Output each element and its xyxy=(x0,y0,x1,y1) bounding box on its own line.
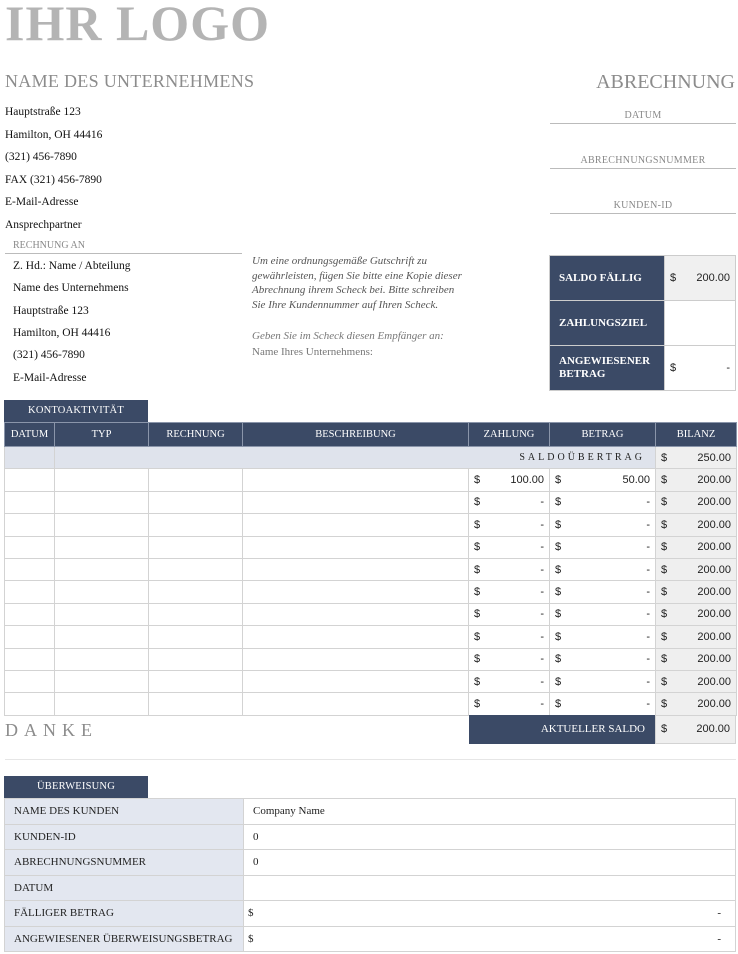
empty-cell[interactable] xyxy=(243,536,469,558)
col-beschreibung: BESCHREIBUNG xyxy=(243,423,469,447)
remittance-value[interactable]: $ - xyxy=(244,926,736,952)
payment-cell[interactable]: $ - xyxy=(469,648,550,670)
amount-cell[interactable]: $ - xyxy=(550,693,656,715)
empty-cell[interactable] xyxy=(5,603,55,625)
empty-cell[interactable] xyxy=(243,648,469,670)
address-city: Hamilton, OH 44416 xyxy=(5,129,103,141)
balance-cell[interactable]: $ 200.00 xyxy=(656,491,737,513)
current-balance-value: $ 200.00 xyxy=(655,715,736,744)
amount-cell[interactable]: $ - xyxy=(550,670,656,692)
empty-cell[interactable] xyxy=(5,670,55,692)
payment-cell[interactable]: $ - xyxy=(469,558,550,580)
empty-cell[interactable] xyxy=(5,469,55,491)
amount-cell[interactable]: $ - xyxy=(550,626,656,648)
remittance-label: ABRECHNUNGSNUMMER xyxy=(5,850,244,876)
remittance-value[interactable]: Company Name xyxy=(244,799,736,825)
balance-cell[interactable]: $ 200.00 xyxy=(656,603,737,625)
amount-remitted-label: ANGEWIESENER BETRAG xyxy=(550,346,665,391)
bill-to-email: E-Mail-Adresse xyxy=(13,372,87,384)
empty-cell[interactable] xyxy=(149,603,243,625)
empty-cell[interactable] xyxy=(5,514,55,536)
empty-cell[interactable] xyxy=(149,626,243,648)
empty-cell[interactable] xyxy=(149,558,243,580)
remittance-label: ANGEWIESENER ÜBERWEISUNGSBETRAG xyxy=(5,926,244,952)
empty-cell[interactable] xyxy=(149,693,243,715)
account-activity-tab: KONTOAKTIVITÄT xyxy=(4,400,148,422)
remittance-label: KUNDEN-ID xyxy=(5,824,244,850)
col-typ: TYP xyxy=(55,423,149,447)
col-datum: DATUM xyxy=(5,423,55,447)
balance-cell[interactable]: $ 200.00 xyxy=(656,581,737,603)
col-betrag: BETRAG xyxy=(550,423,656,447)
bill-to-city: Hamilton, OH 44416 xyxy=(13,327,111,339)
balance-cell[interactable]: $ 200.00 xyxy=(656,693,737,715)
empty-cell[interactable] xyxy=(5,558,55,580)
balance-due-value: $ 200.00 xyxy=(665,256,736,301)
empty-cell[interactable] xyxy=(55,626,149,648)
payment-terms-label: ZAHLUNGSZIEL xyxy=(550,301,665,346)
empty-cell[interactable] xyxy=(243,670,469,692)
empty-cell[interactable] xyxy=(243,491,469,513)
remittance-table xyxy=(4,798,736,952)
amount-cell[interactable]: $ - xyxy=(550,558,656,580)
remittance-row xyxy=(5,901,736,927)
bill-to-phone: (321) 456-7890 xyxy=(13,349,85,361)
balance-cell[interactable]: $ 200.00 xyxy=(656,469,737,491)
empty-cell[interactable] xyxy=(55,558,149,580)
col-zahlung: ZAHLUNG xyxy=(469,423,550,447)
empty-cell[interactable] xyxy=(149,536,243,558)
address-street: Hauptstraße 123 xyxy=(5,106,81,118)
empty-cell[interactable] xyxy=(55,693,149,715)
empty-cell[interactable] xyxy=(149,491,243,513)
empty-cell[interactable] xyxy=(149,648,243,670)
current-balance-label: AKTUELLER SALDO xyxy=(469,715,655,744)
empty-cell[interactable] xyxy=(5,581,55,603)
remittance-label: FÄLLIGER BETRAG xyxy=(5,901,244,927)
empty-cell[interactable] xyxy=(149,514,243,536)
empty-cell[interactable] xyxy=(5,491,55,513)
activity-header-row xyxy=(5,423,737,447)
empty-cell[interactable] xyxy=(149,670,243,692)
empty-cell[interactable] xyxy=(243,514,469,536)
table-row xyxy=(5,626,737,648)
payment-cell[interactable]: $ - xyxy=(469,581,550,603)
table-row xyxy=(5,514,737,536)
empty-cell[interactable] xyxy=(243,469,469,491)
account-activity-table xyxy=(4,422,737,716)
balance-cell[interactable]: $ 200.00 xyxy=(656,558,737,580)
remittance-value[interactable]: 0 xyxy=(244,850,736,876)
balance-cell[interactable]: $ 200.00 xyxy=(656,514,737,536)
balance-cell[interactable]: $ 200.00 xyxy=(656,670,737,692)
empty-cell[interactable] xyxy=(55,469,149,491)
amount-cell[interactable]: $ 50.00 xyxy=(550,469,656,491)
amount-cell[interactable]: $ - xyxy=(550,603,656,625)
table-row xyxy=(5,603,737,625)
amount-remitted-value[interactable]: $ - xyxy=(665,346,736,391)
payment-cell[interactable]: $ - xyxy=(469,536,550,558)
balance-cell[interactable]: $ 200.00 xyxy=(656,536,737,558)
amount-cell[interactable]: $ - xyxy=(550,514,656,536)
balance-forward-label: SALDOÜBERTRAG xyxy=(55,447,656,469)
empty-cell[interactable] xyxy=(149,469,243,491)
payment-cell[interactable]: $ - xyxy=(469,514,550,536)
payee-prompt: Geben Sie im Scheck diesen Empfänger an: xyxy=(252,330,444,342)
bill-to-heading: RECHNUNG AN xyxy=(5,240,242,254)
empty-cell[interactable] xyxy=(243,603,469,625)
payment-cell[interactable]: $ - xyxy=(469,603,550,625)
balance-cell[interactable]: $ 200.00 xyxy=(656,648,737,670)
balance-forward-row xyxy=(5,447,737,469)
table-row xyxy=(5,648,737,670)
date-field[interactable]: DATUM xyxy=(550,110,736,124)
document-title: ABRECHNUNG xyxy=(596,71,735,93)
payment-cell[interactable]: $ - xyxy=(469,626,550,648)
empty-cell[interactable] xyxy=(5,536,55,558)
remittance-label: DATUM xyxy=(5,875,244,901)
payment-note: Um eine ordnungsgemäße Gutschrift zu gewährleisten, fügen Sie bitte eine Kopie dieser Abrechnung ihrem Scheck bei. Bitte schreiben Sie Ihre Kundennummer auf Ihren Scheck. xyxy=(252,255,462,311)
empty-cell[interactable] xyxy=(55,536,149,558)
empty-cell[interactable] xyxy=(149,581,243,603)
amount-cell[interactable]: $ - xyxy=(550,648,656,670)
address-phone: (321) 456-7890 xyxy=(5,151,77,163)
table-row xyxy=(5,670,737,692)
empty-cell[interactable] xyxy=(5,626,55,648)
col-rechnung: RECHNUNG xyxy=(149,423,243,447)
empty-cell[interactable] xyxy=(55,491,149,513)
empty-cell[interactable] xyxy=(243,626,469,648)
address-contact: Ansprechpartner xyxy=(5,219,82,231)
table-row xyxy=(5,558,737,580)
remittance-value[interactable] xyxy=(244,875,736,901)
thanks-text: DANKE xyxy=(5,720,98,740)
empty-cell[interactable] xyxy=(5,648,55,670)
empty-cell[interactable] xyxy=(55,603,149,625)
table-row xyxy=(5,581,737,603)
empty-cell[interactable] xyxy=(55,648,149,670)
payment-terms-value[interactable] xyxy=(665,301,736,346)
company-name: NAME DES UNTERNEHMENS xyxy=(5,71,255,91)
empty-cell[interactable] xyxy=(55,514,149,536)
table-row xyxy=(5,536,737,558)
logo: IHR LOGO xyxy=(5,0,270,51)
empty-cell[interactable] xyxy=(55,581,149,603)
remittance-value[interactable]: 0 xyxy=(244,824,736,850)
address-email: E-Mail-Adresse xyxy=(5,196,79,208)
address-fax: FAX (321) 456-7890 xyxy=(5,174,102,186)
empty-cell[interactable] xyxy=(55,670,149,692)
empty-cell[interactable] xyxy=(243,558,469,580)
empty-cell[interactable] xyxy=(243,581,469,603)
balance-due-label: SALDO FÄLLIG xyxy=(550,256,665,301)
empty-cell[interactable] xyxy=(243,693,469,715)
table-row xyxy=(5,491,737,513)
remittance-row xyxy=(5,926,736,952)
amount-cell[interactable]: $ - xyxy=(550,491,656,513)
table-row xyxy=(5,469,737,491)
payment-cell[interactable]: $ 100.00 xyxy=(469,469,550,491)
col-bilanz: BILANZ xyxy=(656,423,737,447)
remittance-row xyxy=(5,875,736,901)
payment-cell[interactable]: $ - xyxy=(469,693,550,715)
remittance-label: NAME DES KUNDEN xyxy=(5,799,244,825)
divider xyxy=(5,759,736,760)
balance-forward-value: $ 250.00 xyxy=(656,447,737,469)
amount-cell[interactable]: $ - xyxy=(550,581,656,603)
remittance-row xyxy=(5,824,736,850)
bill-to-attention: Z. Hd.: Name / Abteilung xyxy=(13,260,131,272)
table-row xyxy=(5,693,737,715)
statement-number-field[interactable]: ABRECHNUNGSNUMMER xyxy=(550,155,736,169)
empty-cell[interactable] xyxy=(5,693,55,715)
amount-cell[interactable]: $ - xyxy=(550,536,656,558)
remittance-row xyxy=(5,799,736,825)
bill-to-company: Name des Unternehmens xyxy=(13,282,129,294)
payment-cell[interactable]: $ - xyxy=(469,670,550,692)
payment-cell[interactable]: $ - xyxy=(469,491,550,513)
remittance-row xyxy=(5,850,736,876)
bill-to-street: Hauptstraße 123 xyxy=(13,305,89,317)
remittance-tab: ÜBERWEISUNG xyxy=(4,776,148,798)
customer-id-field[interactable]: KUNDEN-ID xyxy=(550,200,736,214)
payee-name: Name Ihres Unternehmens: xyxy=(252,346,373,358)
balance-summary xyxy=(549,255,736,391)
balance-cell[interactable]: $ 200.00 xyxy=(656,626,737,648)
remittance-value[interactable]: $ - xyxy=(244,901,736,927)
